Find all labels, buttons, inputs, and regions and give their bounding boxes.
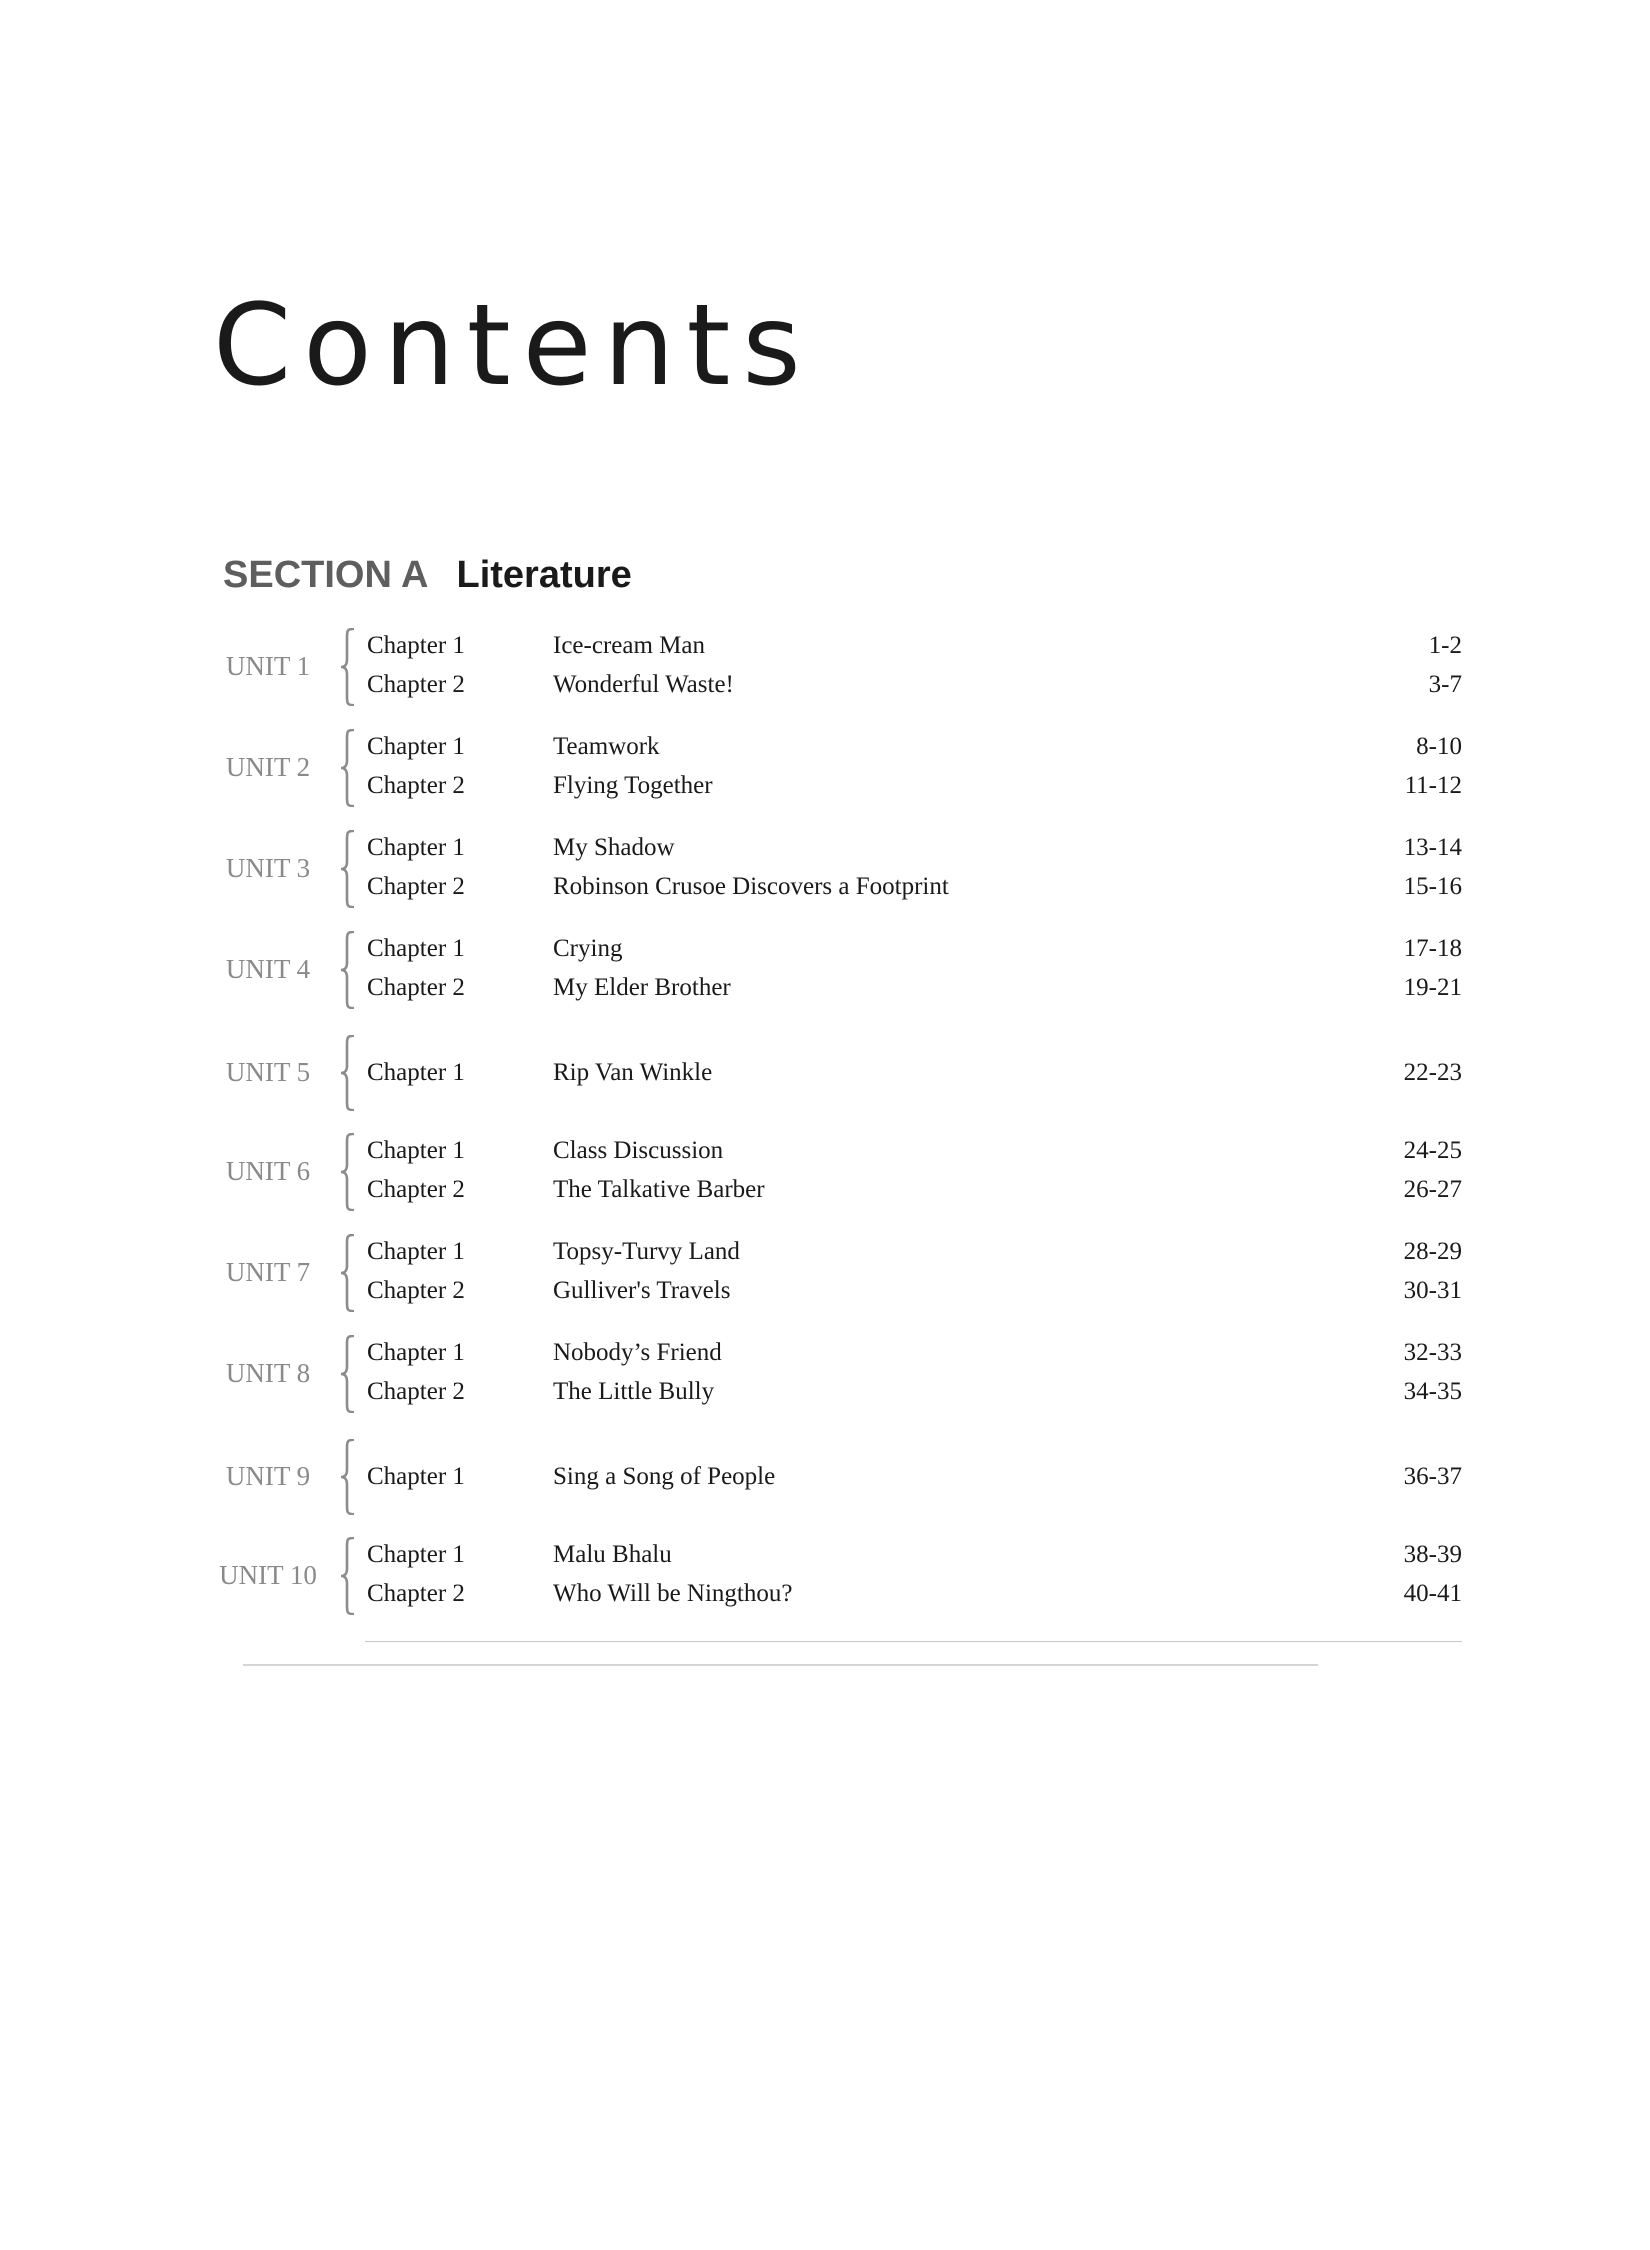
chapter-title: Rip Van Winkle: [553, 1059, 713, 1086]
chapter-row: [0, 729, 1650, 765]
page-range: 34-35: [1403, 1378, 1462, 1405]
chapter-number: Chapter 2: [367, 873, 465, 900]
page-range: 19-21: [1403, 974, 1462, 1001]
chapter-number: Chapter 1: [367, 1541, 465, 1568]
page-range: 8-10: [1416, 733, 1462, 760]
chapter-row: [0, 1335, 1650, 1371]
chapter-row: [0, 931, 1650, 967]
unit-label: UNIT 3: [225, 853, 311, 883]
chapter-number: Chapter 1: [367, 1238, 465, 1265]
chapter-number: Chapter 2: [367, 1580, 465, 1607]
page-range: 13-14: [1403, 834, 1462, 861]
page-range: 30-31: [1403, 1277, 1462, 1304]
chapter-title: Crying: [553, 935, 623, 962]
page-range: 15-16: [1403, 873, 1462, 900]
chapter-row: [0, 1133, 1650, 1169]
chapter-row: [0, 1234, 1650, 1270]
chapter-title: Topsy-Turvy Land: [553, 1238, 740, 1265]
chapter-number: Chapter 1: [367, 1339, 465, 1366]
chapter-number: Chapter 2: [367, 671, 465, 698]
page-range: 28-29: [1403, 1238, 1462, 1265]
unit-label: UNIT 9: [225, 1461, 311, 1491]
unit-label: UNIT 2: [225, 752, 311, 782]
chapter-title: Malu Bhalu: [553, 1541, 672, 1568]
unit-label: UNIT 8: [225, 1358, 311, 1388]
chapter-number: Chapter 1: [367, 632, 465, 659]
page-range: 36-37: [1403, 1463, 1462, 1490]
chapter-title: Wonderful Waste!: [553, 671, 734, 698]
chapter-number: Chapter 1: [367, 1059, 465, 1086]
divider-line: [365, 1641, 1462, 1642]
chapter-row: [0, 970, 1650, 1006]
page-range: 17-18: [1403, 935, 1462, 962]
chapter-number: Chapter 2: [367, 1277, 465, 1304]
page-range: 22-23: [1403, 1059, 1462, 1086]
chapter-row: [0, 1055, 1650, 1091]
chapter-row: [0, 768, 1650, 804]
chapter-number: Chapter 2: [367, 974, 465, 1001]
chapter-row: [0, 1537, 1650, 1573]
chapter-title: Class Discussion: [553, 1137, 724, 1164]
page-range: 11-12: [1404, 772, 1462, 799]
chapter-number: Chapter 1: [367, 834, 465, 861]
chapter-title: My Shadow: [553, 834, 675, 861]
chapter-title: Gulliver's Travels: [553, 1277, 731, 1304]
chapter-row: [0, 1374, 1650, 1410]
chapter-number: Chapter 1: [367, 935, 465, 962]
page-range: 32-33: [1403, 1339, 1462, 1366]
chapter-title: Flying Together: [553, 772, 713, 799]
unit-label: UNIT 10: [219, 1560, 317, 1590]
unit-label: UNIT 4: [225, 954, 311, 984]
chapter-title: Robinson Crusoe Discovers a Footprint: [553, 873, 949, 900]
chapter-title: Sing a Song of People: [553, 1463, 776, 1490]
chapter-row: [0, 667, 1650, 703]
page-range: 1-2: [1428, 632, 1462, 659]
section-name: Literature: [456, 554, 632, 596]
page-range: 24-25: [1403, 1137, 1462, 1164]
chapter-row: [0, 1273, 1650, 1309]
unit-label: UNIT 7: [225, 1257, 311, 1287]
chapter-number: Chapter 1: [367, 1137, 465, 1164]
chapter-number: Chapter 2: [367, 1378, 465, 1405]
unit-label: UNIT 6: [225, 1156, 311, 1186]
chapter-number: Chapter 2: [367, 1176, 465, 1203]
chapter-title: Who Will be Ningthou?: [553, 1580, 793, 1607]
chapter-row: [0, 869, 1650, 905]
page-range: 3-7: [1428, 671, 1462, 698]
chapter-title: The Talkative Barber: [553, 1176, 765, 1203]
chapter-row: [0, 628, 1650, 664]
chapter-title: The Little Bully: [553, 1378, 715, 1405]
chapter-row: [0, 1459, 1650, 1495]
chapter-title: My Elder Brother: [553, 974, 731, 1001]
chapter-title: Teamwork: [553, 733, 660, 760]
unit-label: UNIT 5: [225, 1057, 311, 1087]
chapter-number: Chapter 1: [367, 1463, 465, 1490]
chapter-number: Chapter 2: [367, 772, 465, 799]
section-heading: [223, 556, 632, 594]
chapter-row: [0, 830, 1650, 866]
chapter-number: Chapter 1: [367, 733, 465, 760]
divider-line: [243, 1664, 1318, 1666]
page-range: 26-27: [1403, 1176, 1462, 1203]
chapter-title: Nobody’s Friend: [553, 1339, 722, 1366]
page-range: 40-41: [1403, 1580, 1462, 1607]
page-range: 38-39: [1403, 1541, 1462, 1568]
chapter-row: [0, 1172, 1650, 1208]
page-title: Contents: [213, 281, 813, 411]
section-label: SECTION A: [223, 554, 429, 596]
unit-label: UNIT 1: [225, 651, 311, 681]
chapter-title: Ice-cream Man: [553, 632, 705, 659]
chapter-row: [0, 1576, 1650, 1612]
